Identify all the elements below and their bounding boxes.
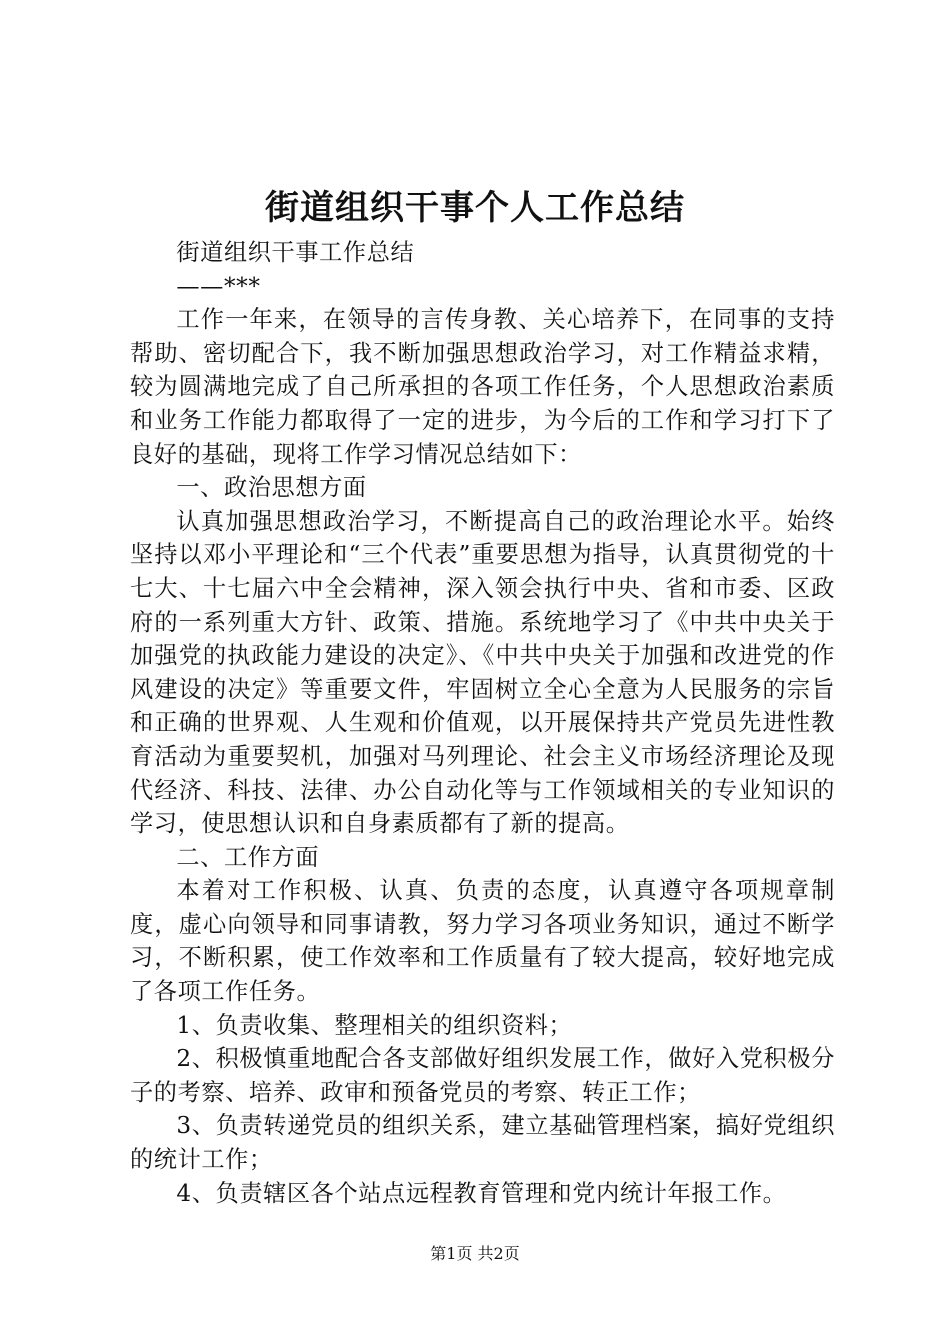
intro-paragraph: 工作一年来，在领导的言传身教、关心培养下，在同事的支持帮助、密切配合下，我不断加强思想政治学习，对工作精益求精，较为圆满地完成了自己所承担的各项工作任务，个人思想政治素质和业务工作能力都取得了一定的进步，为今后的工作和学习打下了良好的基础，现将工作学习情况总结如下：	[130, 306, 835, 468]
work-paragraph: 本着对工作积极、认真、负责的态度，认真遵守各项规章制度，虚心向领导和同事请教，努力学习各项业务知识，通过不断学习，不断积累，使工作效率和工作质量有了较大提高，较好地完成了各项工作任务。	[130, 877, 835, 1006]
section-heading-work: 二、工作方面	[176, 843, 320, 871]
document-title: 街道组织干事个人工作总结	[265, 188, 685, 228]
list-item: 1、负责收集、整理相关的组织资料；	[176, 1011, 573, 1039]
list-item: 3、负责转递党员的组织关系，建立基础管理档案，搞好党组织的统计工作；	[130, 1112, 835, 1174]
list-item: 2、积极慎重地配合各支部做好组织发展工作，做好入党积极分子的考察、培养、政审和预备党员的考察、转正工作；	[130, 1045, 835, 1106]
section-heading-politics: 一、政治思想方面	[176, 474, 367, 502]
author-line: ——***	[176, 272, 261, 300]
subtitle: 街道组织干事工作总结	[176, 239, 415, 266]
politics-paragraph: 认真加强思想政治学习，不断提高自己的政治理论水平。始终坚持以邓小平理论和“三个代表”重要思想为指导，认真贯彻党的十七大、十七届六中全会精神，深入领会执行中央、省和市委、区政府的一系列重大方针、政策、措施。系统地学习了《中共中央关于加强党的执政能力建设的决定》、《中共中央关于加强和改进党的作风建设的决定》等重要文件，牢固树立全心全意为人民服务的宗旨和正确的世界观、人生观和价值观，以开展保持共产党员先进性教育活动为重要契机，加强对马列理论、社会主义市场经济理论及现代经济、科技、法律、办公自动化等与工作领域相关的专业知识的学习，使思想认识和自身素质都有了新的提高。	[130, 507, 835, 838]
page-footer: 第1页 共2页	[430, 1244, 520, 1263]
document-body	[130, 236, 835, 1210]
list-item: 4、负责辖区各个站点远程教育管理和党内统计年报工作。	[176, 1179, 787, 1207]
